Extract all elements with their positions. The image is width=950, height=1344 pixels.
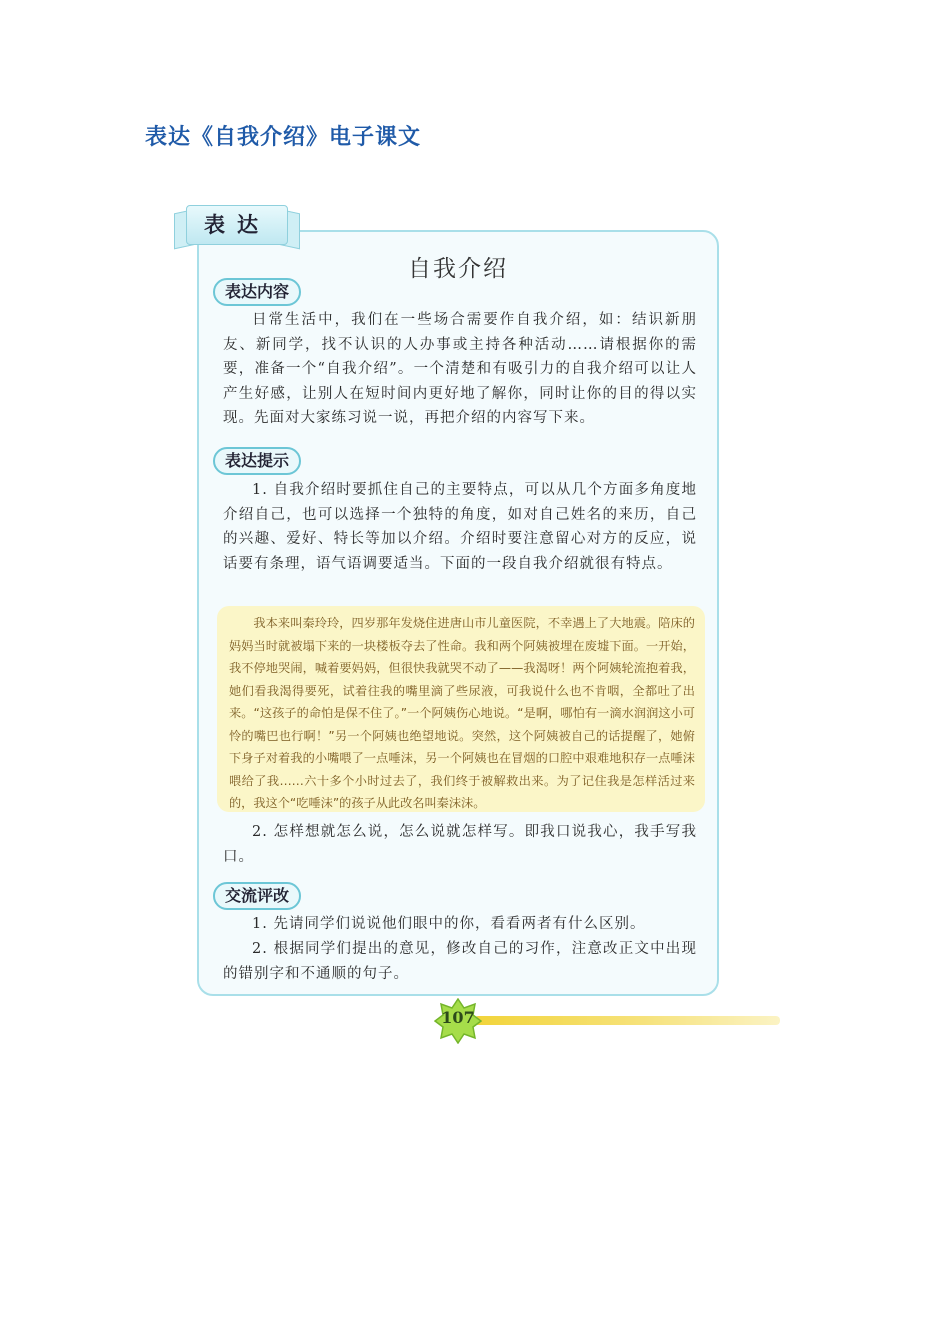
section-label-review: 交流评改 xyxy=(213,882,301,910)
document-title: 表达《自我介绍》电子课文 xyxy=(145,125,422,150)
page-number: 107 xyxy=(441,1008,475,1027)
section-banner xyxy=(174,205,300,249)
content-paragraph: 日常生活中，我们在一些场合需要作自我介绍，如：结识新朋友、新同学，找不认识的人办事或主持各种活动……请根据你的需要，准备一个“自我介绍”。一个清楚和有吸引力的自我介绍可以让人产生好感，让别人在短时间内更好地了解你，同时让你的目的得以实现。先面对大家练习说一说，再把介绍的内容写下来。 xyxy=(223,312,697,426)
tip-paragraph-1: 1. 自我介绍时要抓住自己的主要特点，可以从几个方面多角度地介绍自己，也可以选择一个独特的角度，如对自己姓名的来历，自己的兴趣、爱好、特长等加以介绍。介绍时要注意留心对方的反应，说话要有条理，语气语调要适当。下面的一段自我介绍就很有特点。 xyxy=(223,482,697,572)
page-number-bar xyxy=(474,1016,780,1025)
review-paragraph-1: 1. 先请同学们说说他们眼中的你，看看两者有什么区别。 xyxy=(252,916,646,932)
example-introduction-box xyxy=(217,606,705,812)
textbook-page-card xyxy=(197,230,719,996)
banner-label: 表达 xyxy=(186,205,288,245)
lesson-heading: 自我介绍 xyxy=(408,256,508,282)
example-introduction-text: 我本来叫秦玲玲，四岁那年发烧住进唐山市儿童医院，不幸遇上了大地震。陪床的妈妈当时就被塌下来的一块楼板夺去了性命。我和两个阿姨被埋在废墟下面。一开始，我不停地哭闹，喊着要妈妈，但很快我就哭不动了——我渴呀！两个阿姨轮流抱着我，她们看我渴得要死，试着往我的嘴里滴了些尿液，可我说什么也不肯咽，全都吐了出来。“这孩子的命怕是保不住了。”一个阿姨伤心地说。“是啊，哪怕有一滴水润润这小可怜的嘴巴也行啊！”另一个阿姨也绝望地说。突然，这个阿姨被自己的话提醒了，她俯下身子对着我的小嘴喂了一点唾沫，另一个阿姨也在冒烟的口腔中艰难地积存一点唾沫喂给了我……六十多个小时过去了，我们终于被解救出来。为了记住我是怎样活过来的，我这个“吃唾沫”的孩子从此改名叫秦沫沫。 xyxy=(229,616,695,810)
tip-paragraph-2: 2. 怎样想就怎么说，怎么说就怎样写。即我口说我心，我手写我口。 xyxy=(223,824,697,865)
section-label-tips: 表达提示 xyxy=(213,447,301,475)
review-paragraph-2: 2. 根据同学们提出的意见，修改自己的习作，注意改正文中出现的错别字和不通顺的句子。 xyxy=(223,941,697,982)
section-label-content: 表达内容 xyxy=(213,278,301,306)
